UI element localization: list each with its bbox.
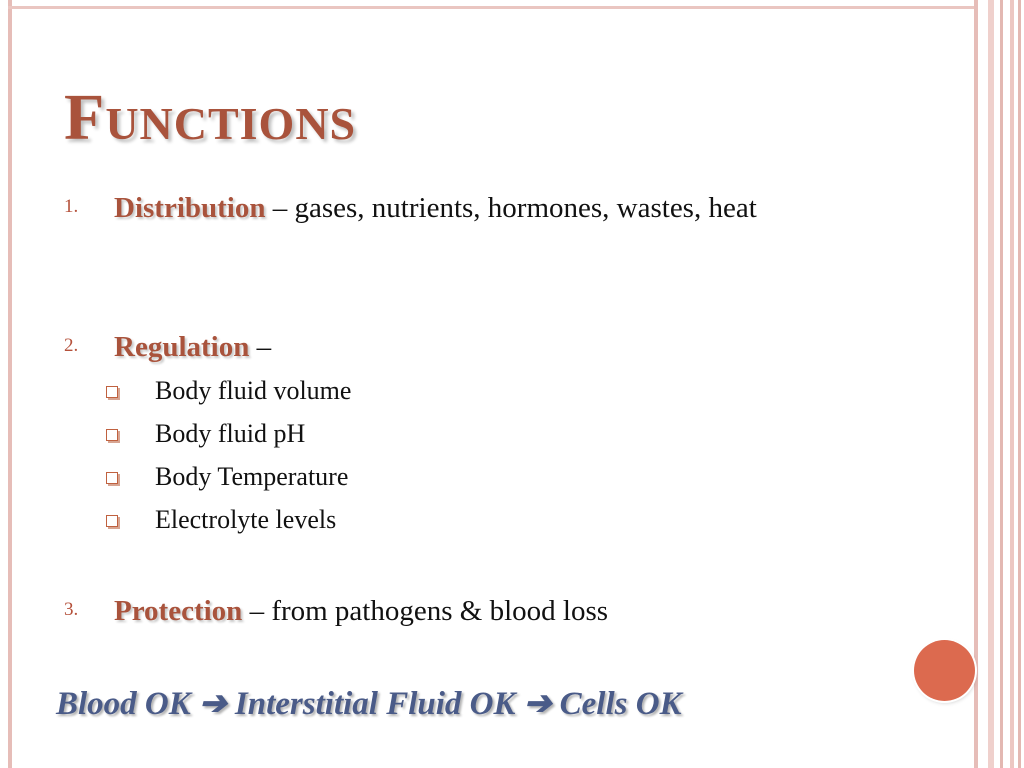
frame-left-line xyxy=(8,0,12,768)
footer-flow-text: Blood OK ➔ Interstitial Fluid OK ➔ Cells OK xyxy=(56,686,682,722)
sub-item-text: Body fluid volume xyxy=(155,376,352,405)
item-text: – gases, nutrients, hormones, wastes, heat xyxy=(265,192,757,224)
sub-item-text: Body Temperature xyxy=(155,462,349,491)
item-body xyxy=(114,327,834,367)
item-text: – from pathogens & blood loss xyxy=(242,595,609,627)
item-text: – xyxy=(249,331,272,363)
circle-decoration-icon xyxy=(914,640,975,701)
item-term: Distribution xyxy=(114,192,266,224)
item-body xyxy=(114,188,834,228)
item-term: Protection xyxy=(114,595,243,627)
square-bullet-icon xyxy=(106,386,118,398)
item-term: Regulation xyxy=(114,331,250,363)
item-body xyxy=(114,591,834,631)
frame-right-line xyxy=(974,0,978,768)
square-bullet-icon xyxy=(106,429,118,441)
item-number: 1. xyxy=(64,196,79,217)
sub-item-text: Body fluid pH xyxy=(155,419,306,448)
frame-stripe xyxy=(1018,0,1021,768)
frame-stripe xyxy=(1000,0,1003,768)
square-bullet-icon xyxy=(106,515,118,527)
sub-item-text: Electrolyte levels xyxy=(155,505,337,534)
item-number: 3. xyxy=(64,599,79,620)
square-bullet-icon xyxy=(106,472,118,484)
frame-stripe xyxy=(988,0,994,768)
slide-title: Functions xyxy=(64,81,357,154)
item-number: 2. xyxy=(64,335,79,356)
frame-top-line xyxy=(8,6,978,9)
frame-stripe xyxy=(1010,0,1014,768)
